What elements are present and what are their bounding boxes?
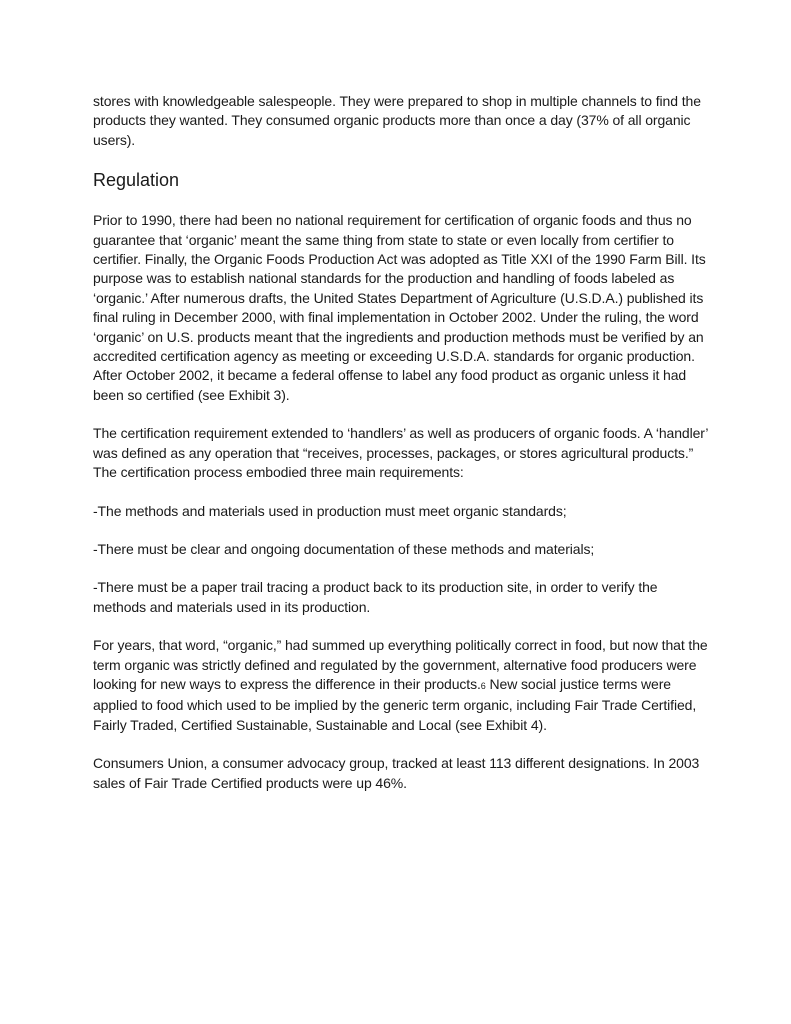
- organic-text-before-note: For years, that word, “organic,” had summed up everything politically correct in food, but now that the term organic was strictly defined and regulated by the government, alternative food producers were looking for new ways to express the difference in their products.: [93, 637, 708, 692]
- closing-paragraph: Consumers Union, a consumer advocacy group, tracked at least 113 different designations. In 2003 sales of Fair Trade Certified products were up 46%.: [93, 755, 700, 791]
- paragraph-history: Prior to 1990, there had been no national requirement for certification of organic foods and thus no guarantee that ‘organic’ meant the same thing from state to state or even locally from certifier to certifier. Finally, the Organic Foods Production Act was adopted as Title XXI of the 1990 Farm Bill. Its purpose was to establish national standards for the production and handling of foods labeled as ‘organic.’ After numerous drafts, the United States Department of Agriculture (U.S.D.A.) published its final ruling in December 2000, with final implementation in October 2002. Under the ruling, the word ‘organic’ on U.S. products meant that the ingredients and production methods must be verified by an accredited certification agency as meeting or exceeding U.S.D.A. standards for organic production. After October 2002, it became a federal offense to label any food product as organic unless it had been so certified (see Exhibit 3).: [93, 212, 706, 403]
- requirement-item: -The methods and materials used in production must meet organic standards;: [93, 502, 567, 519]
- intro-paragraph: stores with knowledgeable salespeople. They were prepared to shop in multiple channels to find the products they wanted. They consumed organic products more than once a day (37% of all organic users).: [93, 93, 701, 148]
- organic-text-after-note: New social justice terms were applied to food which used to be implied by the generic term organic, including Fair Trade Certified, Fairly Traded, Certified Sustainable, Sustainable and Local (see Exhibit 4).: [93, 675, 697, 733]
- requirement-item: -There must be clear and ongoing documentation of these methods and materials;: [93, 540, 595, 557]
- requirement-item: -There must be a paper trail tracing a product back to its production site, in order to verify the methods and materials used in its production.: [93, 579, 658, 615]
- footnote-marker: 6: [480, 680, 486, 691]
- document-page: [93, 92, 708, 793]
- paragraph-handlers: The certification requirement extended to ‘handlers’ as well as producers of organic foods. A ‘handler’ was defined as any operation that “receives, processes, packages, or stores agricultural products.” The certification process embodied three main requirements:: [93, 425, 708, 481]
- section-heading: Regulation: [93, 170, 180, 191]
- paragraph-organic-terms: [93, 636, 708, 735]
